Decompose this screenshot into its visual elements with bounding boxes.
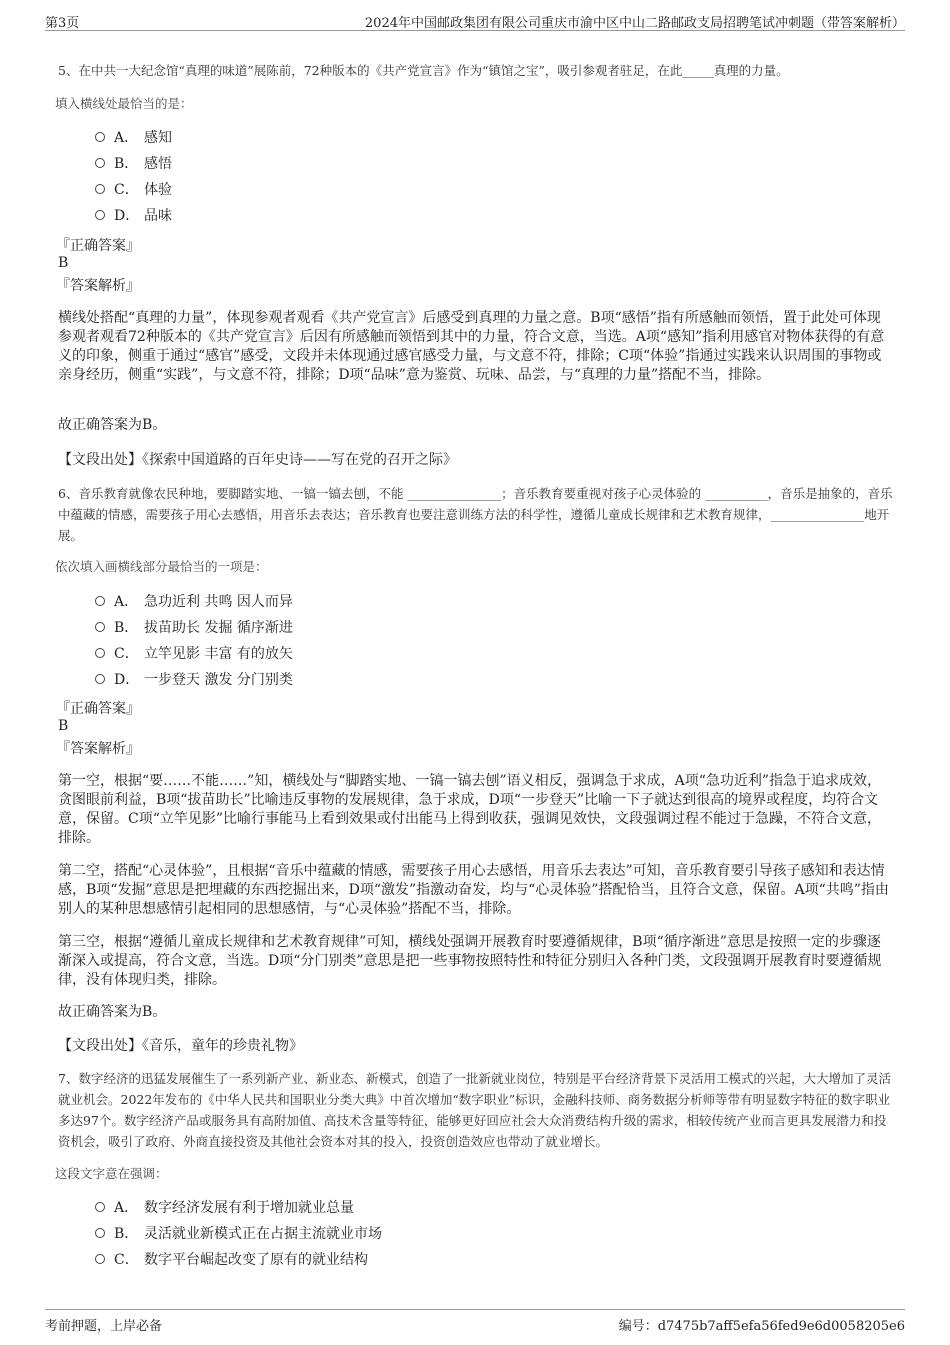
document-id: 编号：d7475b7aff5efa56fed9e6d0058205e6 (618, 1319, 905, 1334)
question-7-prompt: 这段文字意在强调： (55, 1166, 168, 1181)
radio-icon[interactable] (95, 648, 105, 658)
radio-icon[interactable] (95, 596, 105, 606)
answer-label: 『正确答案』 (56, 238, 140, 254)
analysis-paragraph-1: 第一空，根据“要……不能……”知，横线处与“脚踏实地、一镐一镐去刨”语义相反，强调急于求成，A项“急功近利”指急于追求成效，贪图眼前利益，B项“拔苗助长”比喻违反事物的发展规律，急于求成，D项“一步登天”比喻一下子就达到很高的境界或程度，均符合文意，保留。C项“立竿见影”比喻行事能马上看到效果或付出能马上得到收获，强调见效快，文段强调过程不能过于急躁，不符合文意，排除。 (58, 773, 882, 846)
question-5-stem: 5、在中共一大纪念馆“真理的味道”展陈前，72种版本的《共产党宣言》作为“镇馆之宝”，吸引参观者驻足，在此_____真理的力量。 (58, 63, 789, 78)
answer-value: B (58, 255, 69, 271)
question-7-option-a[interactable]: A． 数字经济发展有利于增加就业总量 (95, 1197, 354, 1219)
question-7-stem: 7、数字经济的迅猛发展催生了一系列新产业、新业态、新模式，创造了一批新就业岗位，特别是平台经济背景下灵活用工模式的兴起，大大增加了灵活就业机会。2022年发布的《中华人民共和国职业分类大典》中首次增加“数字职业”标识，金融科技师、商务数据分析师等带有明显数字特征的数字职业多达97个。数字经济产品或服务具有高附加值、高技术含量等特征，能够更好回应社会大众消费结构升级的需求，相较传统产业而言更具发展潜力和投资机会，吸引了政府、外商直接投资及其他社会资本对其的投入，投资创造效应也带动了就业增长。 (58, 1071, 891, 1149)
question-7-option-c[interactable]: C． 数字平台崛起改变了原有的就业结构 (95, 1249, 368, 1271)
analysis-label: 『答案解析』 (56, 741, 140, 757)
question-6-stem: 6、音乐教育就像农民种地，要脚踏实地、一镐一镐去刨，不能 _______________；音乐教育要重视对孩子心灵体验的 __________，音乐是抽象的，音乐中蕴藏的情感，需要孩子用心去感悟，用音乐去表达；音乐教育也要注意训练方法的科学性，遵循儿童成长规律和艺术教育规律，_______________地开展。 (58, 486, 893, 543)
source-citation: 【文段出处】《音乐，童年的珍贵礼物》 (58, 1038, 303, 1054)
question-6-option-d[interactable]: D． 一步登天 激发 分门别类 (95, 669, 293, 691)
analysis-paragraph-3: 第三空，根据“遵循儿童成长规律和艺术教育规律”可知，横线处强调开展教育时要遵循规律，B项“循序渐进”意思是按照一定的步骤逐渐深入或提高，符合文意，当选。D项“分门别类”意思是把一些事物按照特性和特征分别归入各种门类，文段强调开展教育时要遵循规律，没有体现归类，排除。 (58, 934, 882, 988)
radio-icon[interactable] (95, 210, 105, 220)
radio-icon[interactable] (95, 674, 105, 684)
radio-icon[interactable] (95, 132, 105, 142)
question-5-prompt: 填入横线处最恰当的是： (55, 96, 193, 111)
answer-label: 『正确答案』 (56, 701, 140, 717)
radio-icon[interactable] (95, 184, 105, 194)
analysis-label: 『答案解析』 (56, 278, 140, 294)
answer-value: B (58, 718, 69, 734)
document-title: 2024年中国邮政集团有限公司重庆市渝中区中山二路邮政支局招聘笔试冲刺题（带答案解析） (364, 16, 905, 31)
question-6-prompt: 依次填入画横线部分最恰当的一项是： (55, 559, 268, 574)
conclusion: 故正确答案为B。 (58, 417, 167, 433)
page-header (45, 10, 905, 31)
analysis-text: 横线处搭配“真理的力量”，体现参观者观看《共产党宣言》后感受到真理的力量之意。B项“感悟”指有所感触而领悟，置于此处可体现参观者观看72种版本的《共产党宣言》后因有所感触而领悟到其中的力量，符合文意，当选。A项“感知”指利用感官对物体获得的有意义的印象，侧重于通过“感官”感受，文段并未体现通过感官感受力量，与文意不符，排除；C项“体验”指通过实践来认识周围的事物或亲身经历，侧重“实践”，与文意不符，排除；D项“品味”意为鉴赏、玩味、品尝，与“真理的力量”搭配不当，排除。 (58, 310, 885, 383)
page-footer (45, 1309, 905, 1336)
radio-icon[interactable] (95, 158, 105, 168)
footer-slogan: 考前押题，上岸必备 (45, 1319, 163, 1334)
question-6-option-c[interactable]: C． 立竿见影 丰富 有的放矢 (95, 643, 293, 665)
radio-icon[interactable] (95, 1202, 105, 1212)
question-6-option-b[interactable]: B． 拔苗助长 发掘 循序渐进 (95, 617, 293, 639)
question-6-option-a[interactable]: A． 急功近利 共鸣 因人而异 (95, 591, 293, 613)
page-number: 第3页 (45, 16, 80, 31)
source-citation: 【文段出处】《探索中国道路的百年史诗——写在党的召开之际》 (58, 452, 457, 468)
radio-icon[interactable] (95, 622, 105, 632)
conclusion: 故正确答案为B。 (58, 1004, 167, 1020)
radio-icon[interactable] (95, 1254, 105, 1264)
question-5-option-b[interactable]: B． 感悟 (95, 153, 172, 175)
question-5-option-d[interactable]: D． 品味 (95, 205, 172, 227)
question-7-option-b[interactable]: B． 灵活就业新模式正在占据主流就业市场 (95, 1223, 382, 1245)
question-5-option-c[interactable]: C． 体验 (95, 179, 172, 201)
analysis-paragraph-2: 第二空，搭配“心灵体验”，且根据“音乐中蕴藏的情感，需要孩子用心去感悟，用音乐去表达”可知，音乐教育要引导孩子感知和表达情感，B项“发掘”意思是把埋藏的东西挖掘出来，D项“激发”指激动奋发，均与“心灵体验”搭配恰当，且符合文意，保留。A项“共鸣”指由别人的某种思想感情引起相同的思想感情，与“心灵体验”搭配不当，排除。 (58, 863, 889, 917)
question-5-option-a[interactable]: A． 感知 (95, 127, 172, 149)
radio-icon[interactable] (95, 1228, 105, 1238)
